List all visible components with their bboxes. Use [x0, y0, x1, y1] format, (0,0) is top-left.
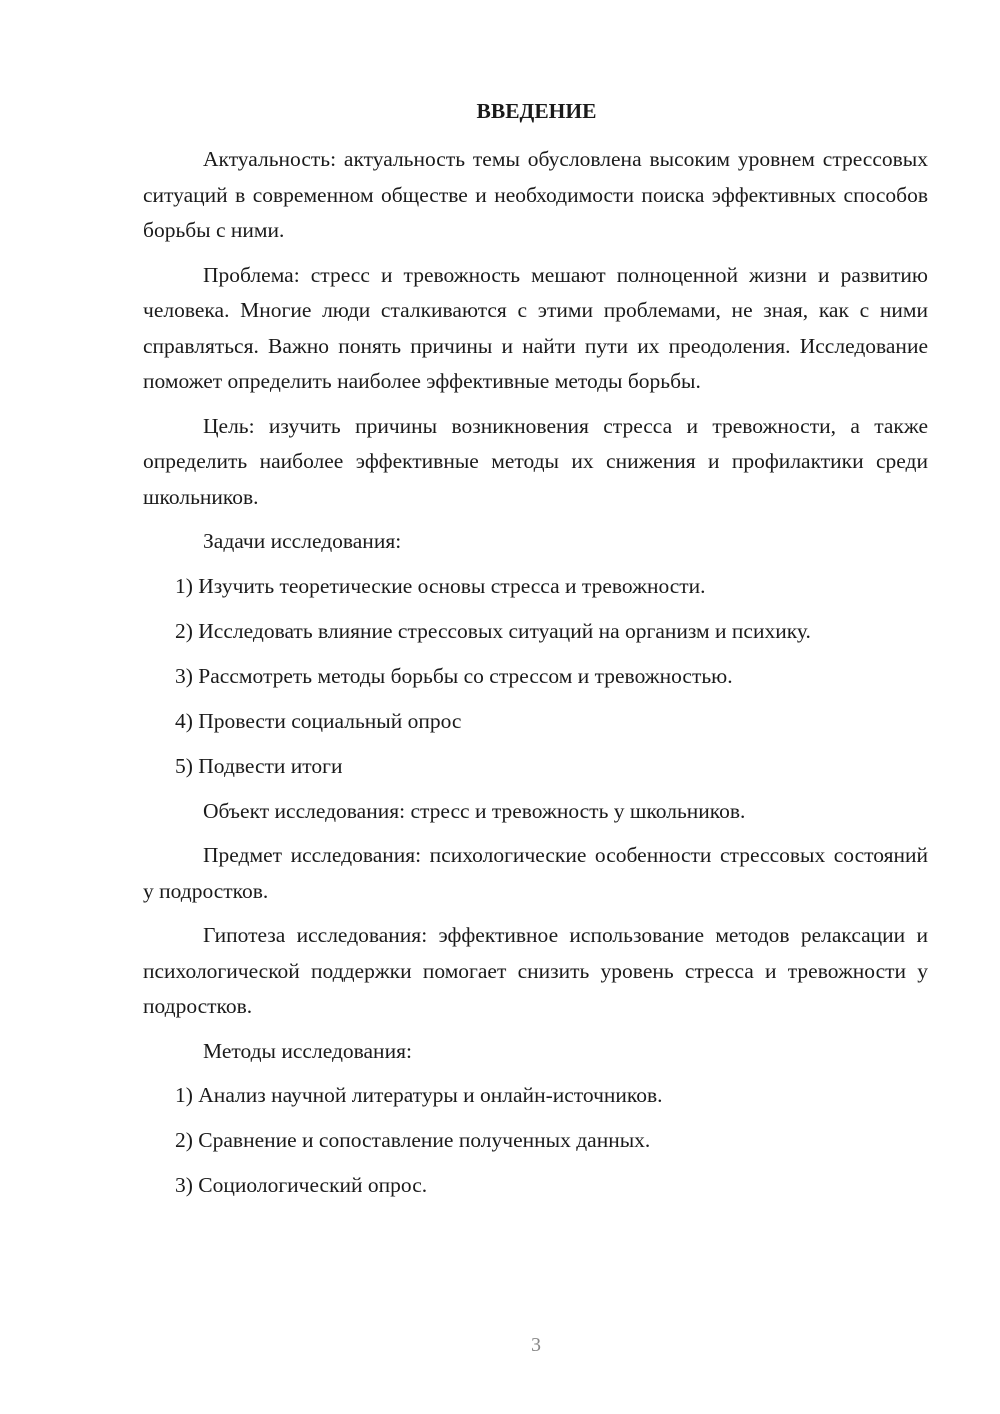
section-title: ВВЕДЕНИЕ: [476, 99, 597, 123]
hypothesis-paragraph: Гипотеза исследования: эффективное использование методов релаксации и психологической поддержки помогает снизить уровень стресса и тревожности у подростков.: [143, 923, 928, 1018]
subject-paragraph: Предмет исследования: психологические особенности стрессовых состояний у подростков.: [143, 843, 928, 903]
tasks-heading: Задачи исследования:: [203, 529, 402, 553]
task-item-3: 3) Рассмотреть методы борьбы со стрессом и тревожностью.: [175, 663, 733, 688]
methods-list: [143, 1078, 928, 1204]
method-item-1: 1) Анализ научной литературы и онлайн-источников.: [175, 1083, 663, 1107]
problem-paragraph: Проблема: стресс и тревожность мешают полноценной жизни и развитию человека. Многие люди сталкиваются с этими проблемами, не зная, как с ними справляться. Важно понять причины и найти пути их преодоления. Исследование поможет определить наиболее эффективные методы борьбы.: [143, 262, 928, 393]
method-item-2: 2) Сравнение и сопоставление полученных данных.: [175, 1128, 651, 1152]
methods-heading: Методы исследования:: [203, 1038, 412, 1063]
goal-paragraph: Цель: изучить причины возникновения стресса и тревожности, а также определить наиболее эффективные методы их снижения и профилактики среди школьников.: [143, 413, 928, 509]
task-item-5: 5) Подвести итоги: [175, 753, 343, 778]
relevance-paragraph: Актуальность: актуальность темы обусловлена высоким уровнем стрессовых ситуаций в современном обществе и необходимости поиска эффективных способов борьбы с ними.: [143, 147, 928, 242]
task-item-2: 2) Исследовать влияние стрессовых ситуаций на организм и психику.: [175, 618, 811, 643]
task-item-4: 4) Провести социальный опрос: [175, 708, 462, 733]
document-page: [143, 96, 928, 1213]
method-item-3: 3) Социологический опрос.: [175, 1173, 428, 1197]
page-number: 3: [531, 1334, 541, 1356]
task-item-1: 1) Изучить теоретические основы стресса и тревожности.: [175, 573, 706, 598]
tasks-list: [143, 569, 928, 785]
object-paragraph: Объект исследования: стресс и тревожность у школьников.: [203, 798, 746, 823]
